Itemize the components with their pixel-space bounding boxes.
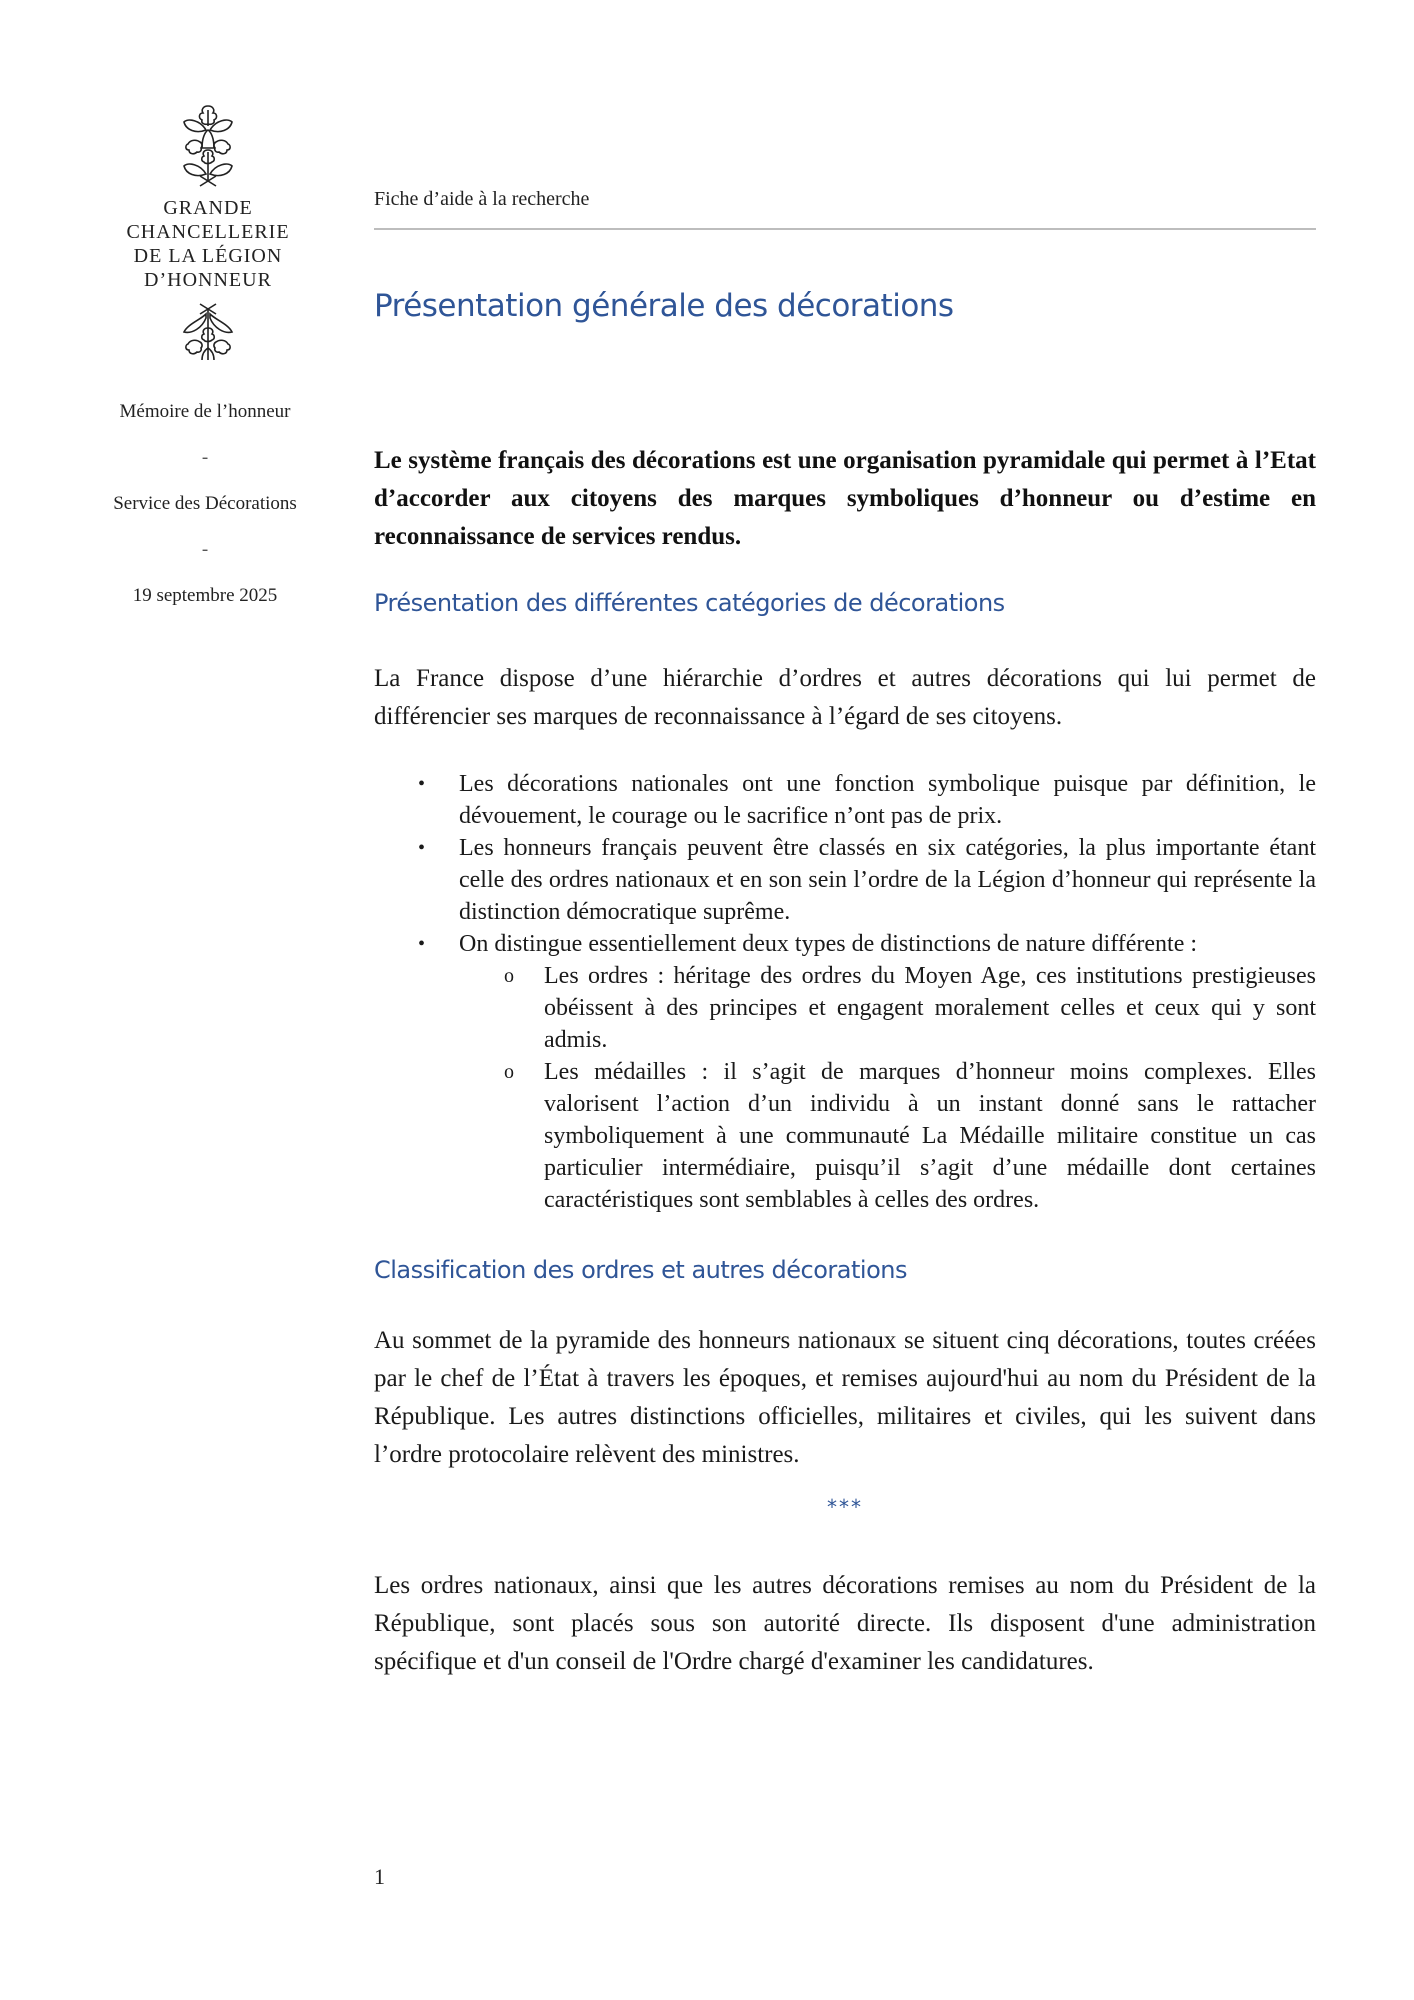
page-title: Présentation générale des décorations <box>374 288 954 324</box>
header-divider <box>374 228 1316 230</box>
document-type: Fiche d’aide à la recherche <box>374 188 590 210</box>
logo-line: CHANCELLERIE <box>126 221 290 243</box>
logo-line: DE LA LÉGION <box>133 245 283 267</box>
sub-bullet-list <box>459 960 1316 1216</box>
sub-list-item <box>374 1056 1316 1216</box>
hollow-bullet-icon: o <box>504 1061 514 1083</box>
section-paragraph: Au sommet de la pyramide des honneurs nationaux se situent cinq décorations, toutes créées par le chef de l’État à travers les époques, et remises aujourd'hui au nom du Président de la République. Les autres distinctions officielles, militaires et civiles, qui les suivent dans l’ordre protocolaire relèvent des ministres. <box>374 1327 1316 1468</box>
document-date: 19 septembre 2025 <box>132 585 278 606</box>
bullet-list <box>374 768 1316 1216</box>
list-item-text: Les décorations nationales ont une fonction symbolique puisque par définition, le dévouement, le courage ou le sacrifice n’ont pas de prix. <box>459 771 1316 829</box>
bullet-icon: • <box>418 933 426 955</box>
list-item <box>374 928 1316 1216</box>
section-separator: *** <box>827 1495 863 1519</box>
department-label: Mémoire de l’honneur <box>119 401 291 422</box>
institution-name <box>98 196 318 292</box>
page-number: 1 <box>374 1864 385 1889</box>
institution-logo <box>98 104 318 362</box>
meta-separator: - <box>201 447 209 468</box>
hollow-bullet-icon: o <box>504 965 514 987</box>
section-paragraph: La France dispose d’une hiérarchie d’ordres et autres décorations qui lui permet de différencier ses marques de reconnaissance à l’égard de ses citoyens. <box>374 665 1316 730</box>
section-heading-classification: Classification des ordres et autres décorations <box>374 1256 907 1284</box>
lead-paragraph: Le système français des décorations est une organisation pyramidale qui permet à l’Etat d’accorder aux citoyens des marques symboliques d’honneur ou d’estime en reconnaissance de services rendus. <box>374 447 1316 550</box>
document-meta <box>80 400 330 608</box>
sub-list-item-text: Les médailles : il s’agit de marques d’honneur moins complexes. Elles valorisent l’action d’un individu à un instant donné sans le rattacher symboliquement à une communauté La Médaille militaire constitue un cas particulier intermédiaire, puisqu’il s’agit d’une médaille dont certaines caractéristiques sont semblables à celles des ordres. <box>544 1059 1316 1213</box>
logo-line: GRANDE <box>163 197 253 219</box>
list-item-text: Les honneurs français peuvent être classés en six catégories, la plus importante étant celle des ordres nationaux et en son sein l’ordre de la Légion d’honneur qui représente la distinction démocratique suprême. <box>459 835 1316 925</box>
section-paragraph: Les ordres nationaux, ainsi que les autres décorations remises au nom du Président de la République, sont placés sous son autorité directe. Ils disposent d'une administration spécifique et d'un conseil de l'Ordre chargé d'examiner les candidatures. <box>374 1572 1316 1675</box>
meta-separator: - <box>201 539 209 560</box>
list-item <box>374 768 1316 832</box>
oak-laurel-emblem-icon <box>180 302 236 362</box>
list-item-text: On distingue essentiellement deux types de distinctions de nature différente : <box>459 931 1198 957</box>
service-label: Service des Décorations <box>113 493 297 514</box>
section-heading-categories: Présentation des différentes catégories de décorations <box>374 589 1005 617</box>
list-item <box>374 832 1316 928</box>
logo-line: D’HONNEUR <box>144 269 272 291</box>
bullet-icon: • <box>418 773 426 795</box>
sub-list-item-text: Les ordres : héritage des ordres du Moyen Age, ces institutions prestigieuses obéissent à des principes et engagent moralement celles et ceux qui y sont admis. <box>544 963 1316 1053</box>
oak-laurel-emblem-icon <box>180 104 236 188</box>
sub-list-item <box>374 960 1316 1056</box>
bullet-icon: • <box>418 837 426 859</box>
